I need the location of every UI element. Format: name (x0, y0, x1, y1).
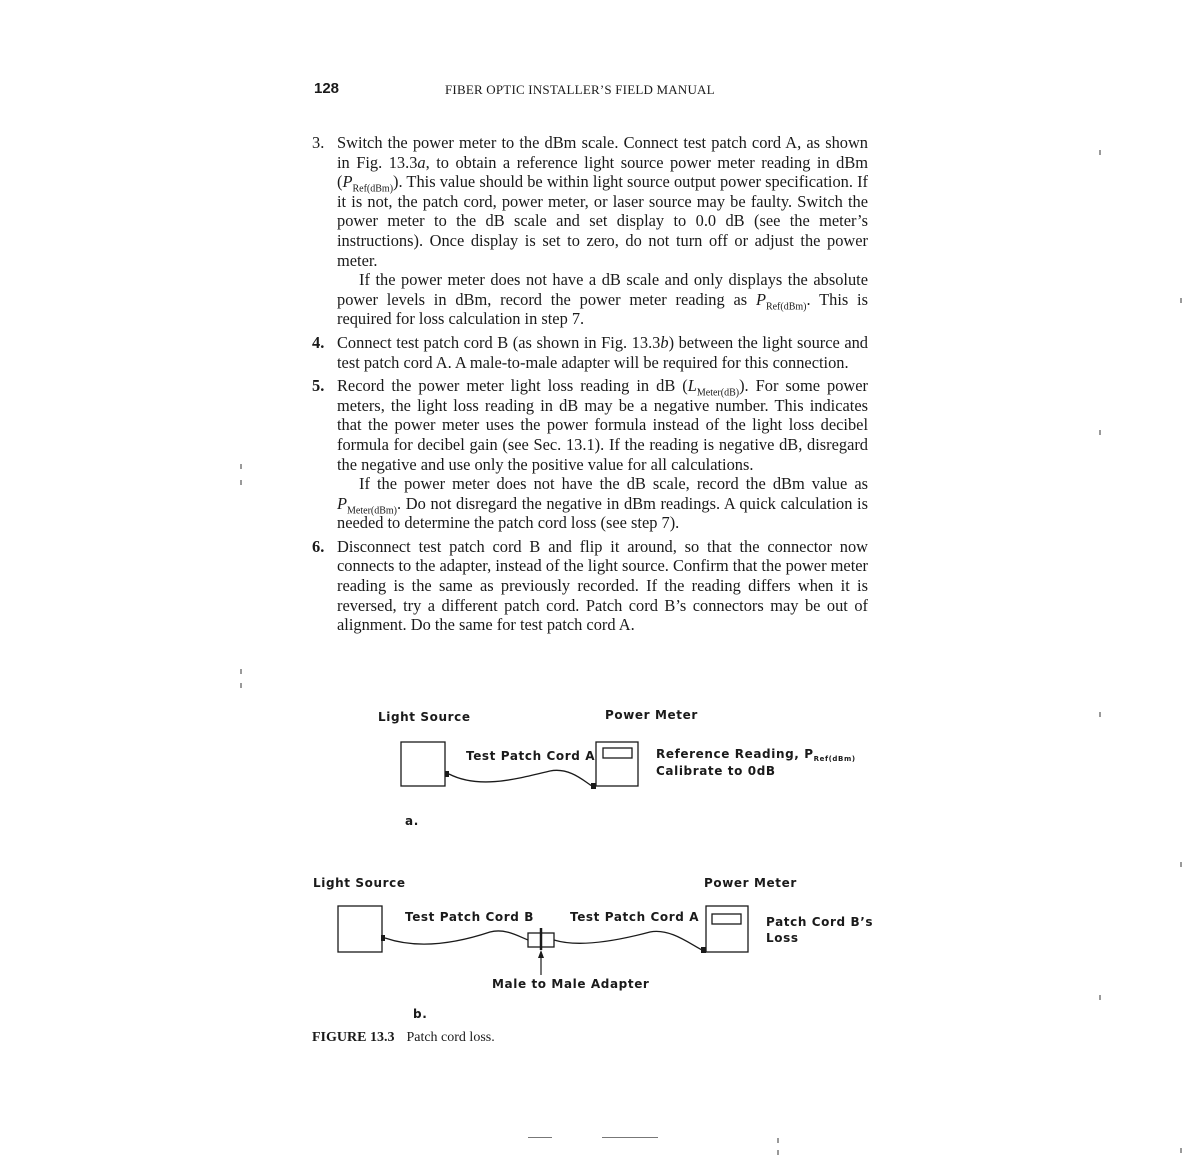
step-4 (312, 333, 868, 372)
scan-speck (1099, 430, 1101, 435)
scan-speck (1099, 995, 1101, 1000)
scan-speck (240, 480, 242, 485)
page-number: 128 (314, 80, 340, 97)
connector (701, 947, 706, 953)
arrow-head (538, 950, 544, 958)
step-number: 6. (312, 536, 325, 556)
step-number: 4. (312, 332, 325, 352)
paragraph: Connect test patch cord B (as shown in Fig. 13.3b) between the light source and test patch cord A. A male-to-male adapter will be required for this connection. (337, 332, 869, 372)
scan-speck (1180, 862, 1182, 867)
step-6 (312, 537, 868, 635)
power-meter-label: Power Meter (704, 876, 797, 890)
scan-speck (1180, 298, 1182, 303)
reference-reading-label: Reference Reading, $P_{Ref(dBm)}$ (656, 747, 856, 763)
meter-display (712, 914, 741, 924)
test-patch-cord-a-label: Test Patch Cord A (570, 910, 700, 924)
scan-speck (777, 1150, 779, 1155)
footer-mark (602, 1137, 658, 1138)
patch-cord-a-line (554, 931, 702, 950)
patch-cord-b-loss-label: Patch Cord B’s (766, 915, 874, 929)
footer-mark (528, 1137, 552, 1138)
figure-caption (312, 1030, 495, 1046)
diagram-a-label: a. (405, 814, 419, 828)
male-to-male-adapter (528, 933, 554, 947)
paragraph: If the power meter does not have a dB scale and only displays the absolute power levels in dBm, record the power meter reading as $P_{Ref(dBm)}$. This is required for loss calculation in step 7. (337, 270, 868, 329)
scan-speck (240, 464, 242, 469)
step-number: 3. (312, 133, 325, 152)
light-source-box (338, 906, 382, 952)
scan-speck (1180, 1148, 1182, 1153)
scan-speck (777, 1138, 779, 1143)
step-5 (312, 376, 868, 533)
light-source-label: Light Source (378, 710, 471, 724)
male-to-male-adapter-label: Male to Male Adapter (492, 977, 650, 991)
patch-cord-a-line (449, 770, 592, 786)
scan-speck (240, 683, 242, 688)
meter-display (603, 748, 632, 758)
scan-speck (240, 669, 242, 674)
step-number: 5. (312, 376, 325, 396)
diagram-a (378, 708, 856, 828)
figure-label: FIGURE 13.3 (312, 1030, 395, 1045)
light-source-label: Light Source (313, 876, 406, 890)
step-3 (312, 133, 868, 329)
scan-speck (1099, 712, 1101, 717)
figure-caption-text: Patch cord loss. (406, 1030, 495, 1045)
power-meter-box (596, 742, 638, 786)
light-source-box (401, 742, 445, 786)
body-text (312, 133, 868, 639)
connector (381, 935, 385, 941)
running-head: FIBER OPTIC INSTALLER’S FIELD MANUAL (445, 82, 715, 97)
power-meter-label: Power Meter (605, 708, 698, 722)
power-meter-box (706, 906, 748, 952)
paragraph: If the power meter does not have the dB scale, record the dBm value as $P_{Meter(dBm)}$. Do not disregard the negative in dBm readings. A quick calculation is needed to determine the patch cord loss (see step 7). (337, 474, 868, 533)
scan-speck (1099, 150, 1101, 155)
diagram-b-label: b. (413, 1007, 428, 1021)
loss-label: Loss (766, 931, 799, 945)
test-patch-cord-b-label: Test Patch Cord B (405, 910, 535, 924)
test-patch-cord-a-label: Test Patch Cord A (466, 749, 596, 763)
patch-cord-b-line (385, 931, 528, 944)
connector (445, 771, 449, 777)
paragraph: Switch the power meter to the dBm scale. Connect test patch cord A, as shown in Fig. 13.3a, to obtain a reference light source power meter reading in dBm $(P_{Ref(dBm)})$. This value should be within light source output power specification. If it is not, the patch cord, power meter, or laser source may be faulty. Switch the power meter to the dB scale and set display to 0.0 dB (see the meter’s instructions). Once display is set to zero, do not turn off or adjust the power meter. (337, 133, 869, 270)
paragraph: Disconnect test patch cord B and flip it around, so that the connector now connects to the adapter, instead of the light source. Confirm that the power meter reading is the same as previously recorded. If the reading differs when it is reversed, try a different patch cord. Patch cord B’s connectors may be out of alignment. Do the same for test patch cord A. (337, 536, 868, 635)
connector (591, 783, 596, 789)
paragraph: Record the power meter light loss reading in dB $(L_{Meter(dB)})$. For some power meters, the light loss reading in dB may be a negative number. This indicates that the power meter uses the power formula instead of the light loss decibel formula for decibel gain (see Sec. 13.1). If the reading is negative dB, disregard the negative and use only the positive value for all calculations. (337, 376, 868, 474)
calibrate-label: Calibrate to 0dB (656, 764, 776, 778)
diagram-b (313, 876, 873, 1021)
